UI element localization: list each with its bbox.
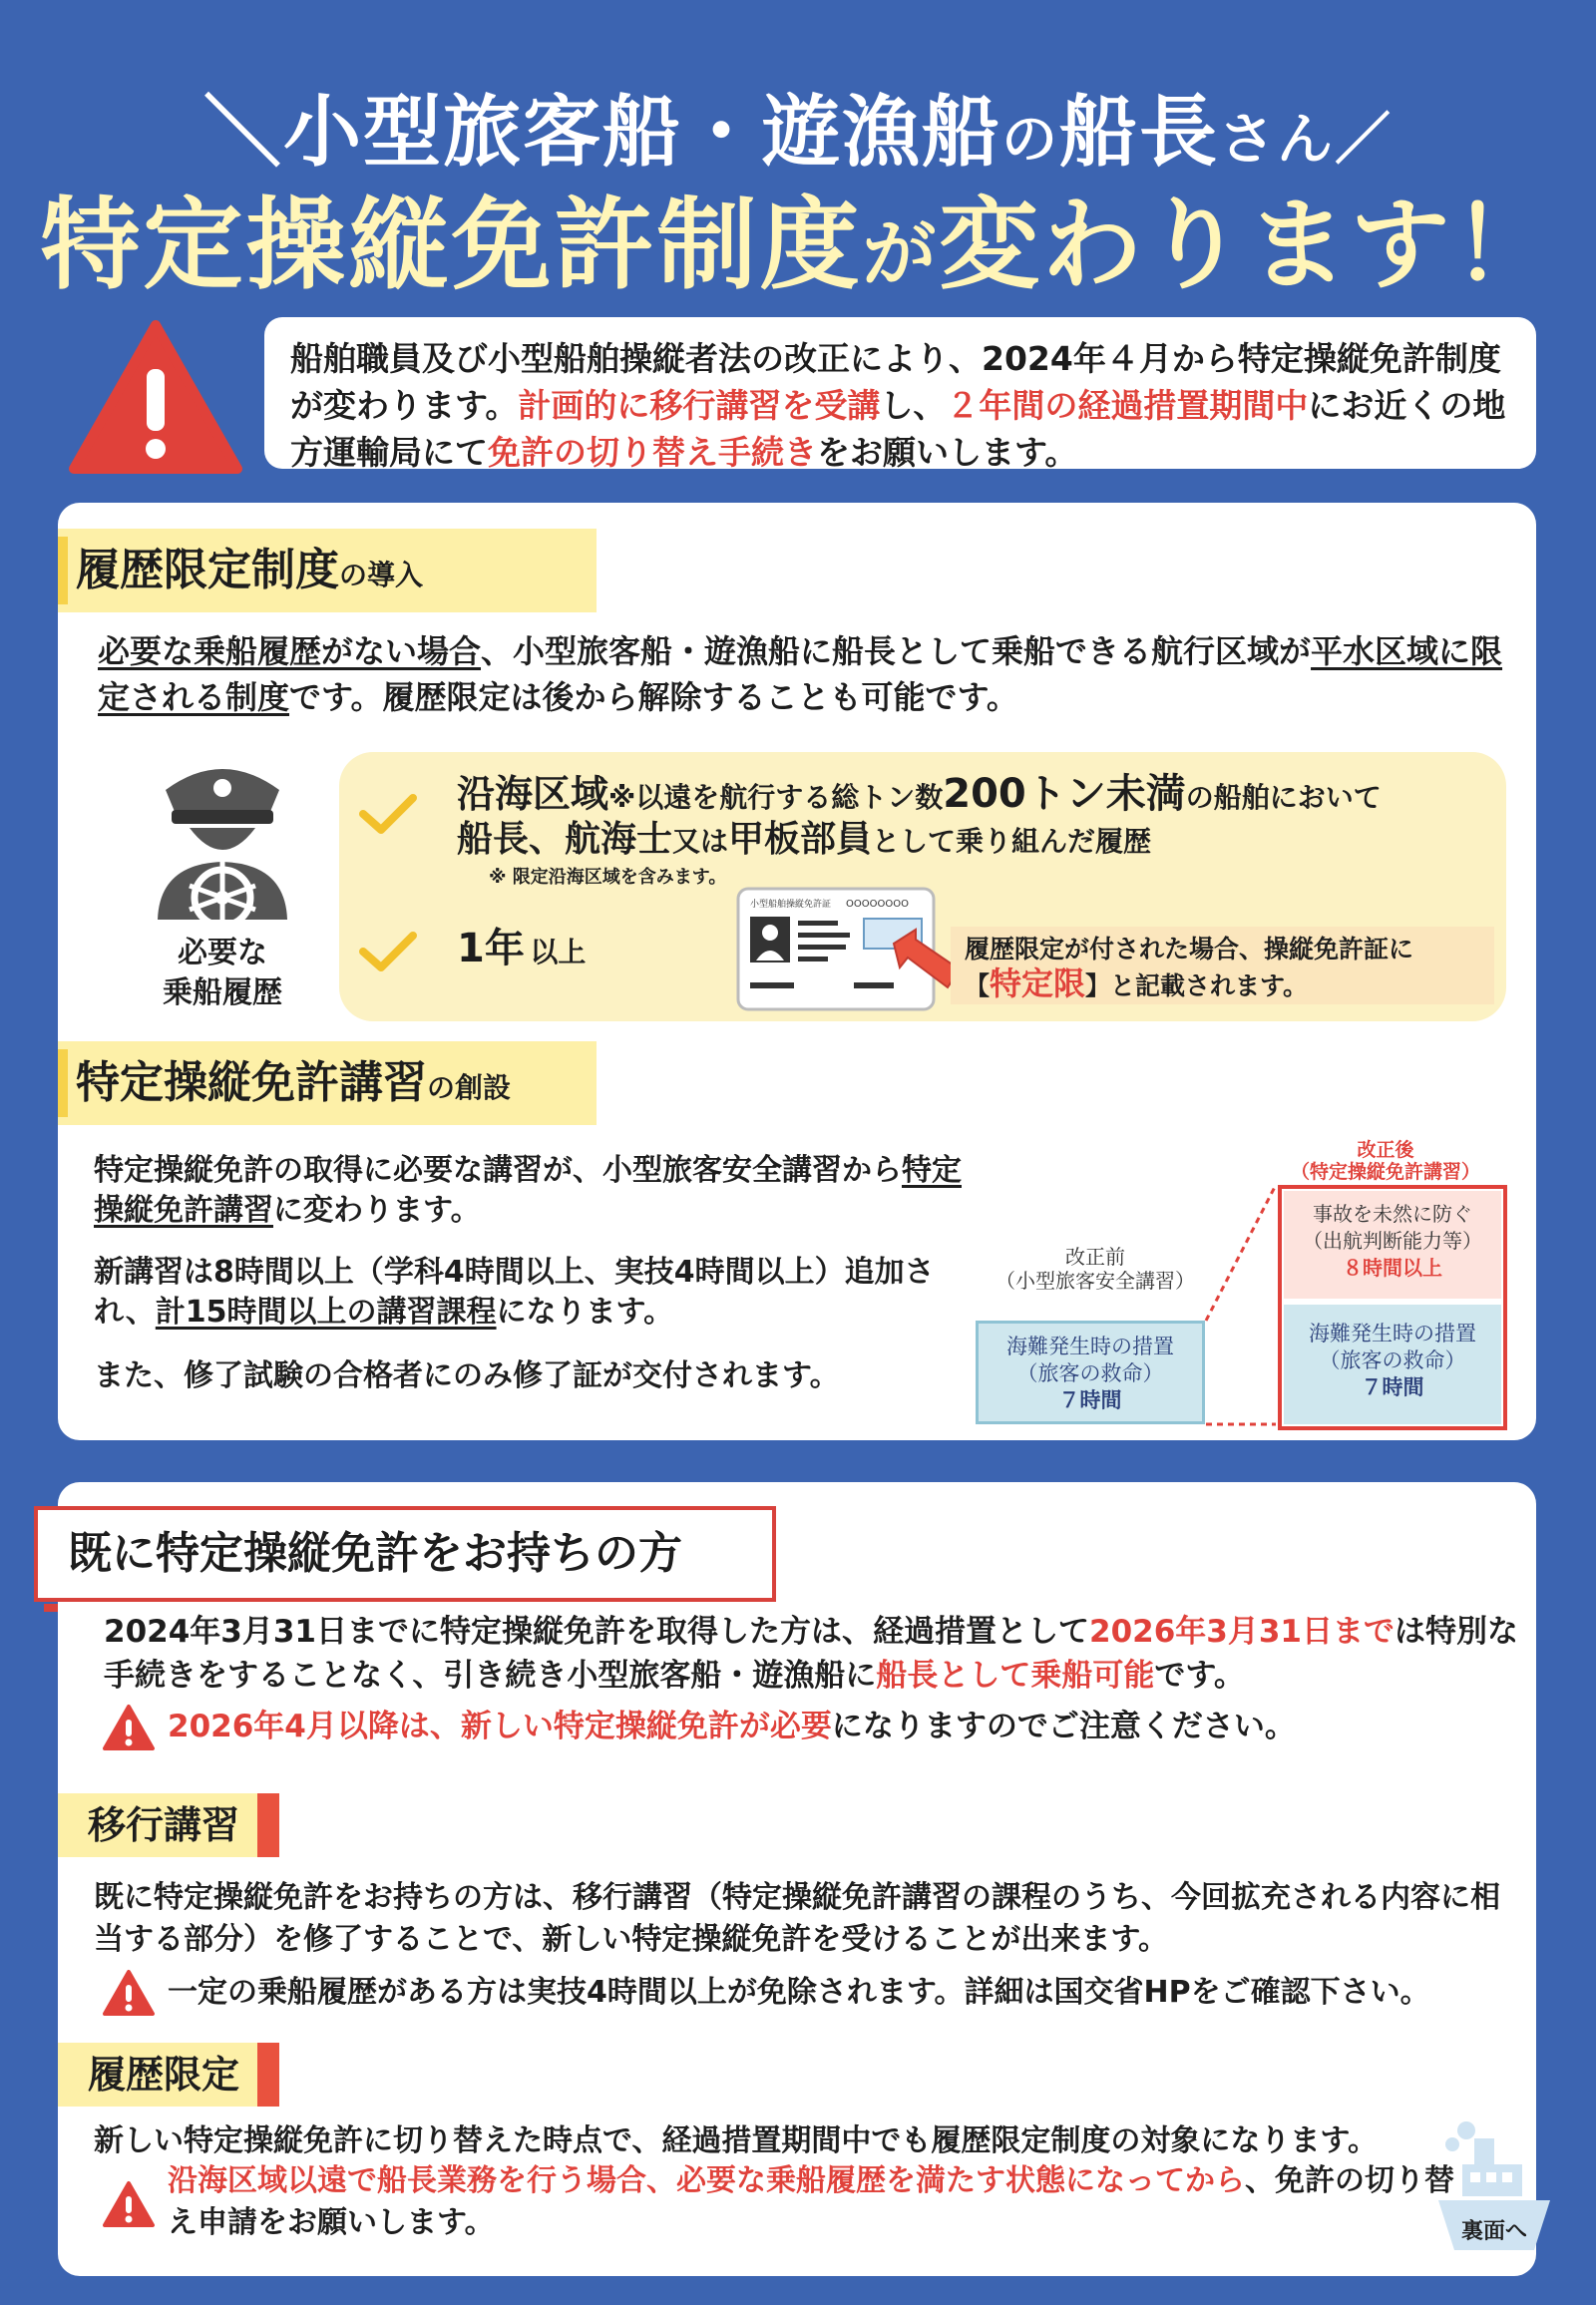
req-tonnage: 200トン未満 <box>943 771 1186 817</box>
warning-2026-text: になりますのでご注意ください。 <box>831 1709 1296 1744</box>
requirement-1-line-1 <box>457 772 1382 820</box>
after-added-line-2: （出航判断能力等） <box>1303 1229 1482 1253</box>
title-line-1-prefix: ＼小型旅客船・遊漁船 <box>202 88 1001 178</box>
after-base-line-2: （旅客の救命） <box>1319 1348 1466 1372</box>
check-icon <box>359 792 417 836</box>
after-label <box>1270 1139 1501 1183</box>
title-line-1-suffix: さん／ <box>1219 108 1394 173</box>
title-line-1 <box>0 70 1596 180</box>
special-limit-label: 特定限 <box>990 964 1086 1002</box>
intro-text-3: にお近くの地方運輸局にて <box>290 386 1506 472</box>
title-line-1-mid: 船長 <box>1059 88 1220 178</box>
intro-text-4: をお願いします。 <box>817 433 1078 472</box>
coastal-warning <box>168 2160 1464 2244</box>
required-history-label-2: 乗船履歴 <box>163 975 282 1010</box>
intro-box <box>264 317 1536 472</box>
before-block-line-2: （旅客の救命） <box>1016 1361 1164 1385</box>
intro-text-1: 船舶職員及び小型船舶操縦者法の改正により、2024年４月から特定操縦免許制度が変わります。 <box>290 339 1501 425</box>
new-course-para-2 <box>94 1253 972 1333</box>
req-tonnage-label: を航行する総トン数 <box>691 781 944 814</box>
new-course-p2-underline: 計15時間以上の講習課程 <box>155 1295 497 1330</box>
special-limit-note-line-1: 履歴限定が付された場合、操縦免許証に <box>965 935 1414 963</box>
after-added-hours: ８時間以上 <box>1343 1256 1442 1280</box>
req-captain-navigator: 船長、航海士 <box>457 819 673 860</box>
section-2-heading: 特定操縦免許講習 <box>76 1057 427 1108</box>
req-history-label: として乗り組んだ履歴 <box>872 825 1152 858</box>
after-added-line-1: 事故を未然に防ぐ <box>1313 1202 1472 1226</box>
intro-red-1: 計画的に移行講習を受講 <box>518 386 881 425</box>
history-limit-underline-1: 必要な乗船履歴がない場合 <box>98 632 482 670</box>
title-line-1-no: の <box>1001 108 1059 173</box>
req-ship-label: の船舶において <box>1185 781 1382 814</box>
before-title: 改正前 <box>1065 1245 1125 1269</box>
requirement-1-line-2 <box>457 818 1151 864</box>
diagram-connector-lines <box>1202 1181 1282 1430</box>
req-coastal: 沿海区域 <box>457 772 609 816</box>
warning-icon <box>66 317 245 477</box>
system-change-card <box>58 503 1536 1440</box>
history-limit-underline-2: 平水区域に限定される制度 <box>98 632 1503 716</box>
existing-p1-text-1: 2024年3月31日までに特定操縦免許を取得した方は、経過措置として <box>104 1614 1089 1650</box>
boat-icon[interactable] <box>1434 2120 1554 2260</box>
req-or-more: 以上 <box>530 936 587 968</box>
section-1-heading: 履歴限定制度 <box>76 545 339 595</box>
new-course-p1-text-1: 特定操縦免許の取得に必要な講習が、小型旅客安全講習から <box>94 1153 902 1188</box>
after-title: 改正後 <box>1357 1139 1414 1161</box>
practical-exemption-warning: 一定の乗船履歴がある方は実技4時間以上が免除されます。詳細は国交省HPをご確認下さい。 <box>168 1975 1430 2010</box>
warning-icon <box>102 2180 156 2228</box>
required-history-label <box>118 934 327 1013</box>
history-limit-para: 新しい特定操縦免許に切り替えた時点で、経過措置期間中でも履歴限定制度の対象になります。 <box>94 2123 1378 2158</box>
before-label <box>981 1245 1210 1293</box>
title-line-2 <box>0 165 1596 303</box>
title-line-2-end: 変わります！ <box>939 187 1556 303</box>
req-beyond: ※以遠 <box>608 781 692 814</box>
history-limit-description <box>98 628 1504 720</box>
license-card-number: OOOOOOOO <box>846 899 909 910</box>
captain-icon <box>138 752 307 922</box>
after-base-hours: ７時間 <box>1361 1375 1424 1399</box>
existing-p1-red-2: 船長として乗船可能 <box>876 1658 1155 1694</box>
existing-p1-text-3: です。 <box>1154 1658 1245 1694</box>
warning-icon <box>102 1704 156 1751</box>
new-course-para-3: また、修了試験の合格者にのみ修了証が交付されます。 <box>94 1358 840 1393</box>
new-course-p2-text-2: になります。 <box>496 1295 674 1330</box>
coastal-warning-text: 、免許の切り替え申請をお願いします。 <box>168 2163 1454 2240</box>
requirement-2 <box>457 924 586 981</box>
section-1-heading-suffix: の導入 <box>339 559 424 591</box>
license-card-label: 小型船舶操縦免許証 <box>750 900 832 910</box>
title-line-2-ga: が <box>862 211 940 297</box>
existing-license-para <box>104 1610 1520 1698</box>
warning-2026 <box>168 1704 1524 1749</box>
after-base-line-1: 海難発生時の措置 <box>1309 1322 1476 1345</box>
special-limit-bracket-right: 】と記載されます。 <box>1085 971 1309 1000</box>
special-limit-note <box>951 927 1494 1004</box>
check-icon <box>359 930 417 973</box>
intro-red-2: ２年間の経過措置期間中 <box>946 386 1309 425</box>
before-block-hours: ７時間 <box>1058 1388 1122 1412</box>
after-subtitle: （特定操縦免許講習） <box>1290 1161 1480 1183</box>
course-comparison-diagram <box>971 1141 1509 1430</box>
existing-p1-red-1: 2026年3月31日まで <box>1089 1614 1395 1650</box>
warning-2026-red: 2026年4月以降は、新しい特定操縦免許が必要 <box>168 1709 832 1744</box>
new-course-para-1 <box>94 1151 972 1231</box>
existing-p1-text-2: は特別な手続きをすることなく、引き続き小型旅客船・遊漁船に <box>104 1614 1518 1694</box>
req-deck-crew: 甲板部員 <box>728 819 873 860</box>
before-block-line-1: 海難発生時の措置 <box>1006 1335 1174 1358</box>
existing-license-heading: 既に特定操縦免許をお持ちの方 <box>34 1506 776 1602</box>
req-or: 又は <box>672 825 729 858</box>
before-course-block <box>976 1321 1205 1424</box>
subheading-history-limit: 履歴限定 <box>58 2043 279 2107</box>
warning-icon <box>102 1969 156 2017</box>
section-heading-new-course <box>58 1041 597 1125</box>
new-course-p1-underline: 特定操縦免許講習 <box>94 1153 962 1228</box>
after-added-block <box>1284 1191 1501 1299</box>
history-limit-text-2: です。履歴限定は後から解除することも可能です。 <box>289 678 1018 716</box>
section-heading-history-limit <box>58 529 597 612</box>
before-subtitle: （小型旅客安全講習） <box>996 1269 1195 1293</box>
transition-course-para: 既に特定操縦免許をお持ちの方は、移行講習（特定操縦免許講習の課程のうち、今回拡充される内容に相当する部分）を修了することで、新しい特定操縦免許を受けることが出来ます。 <box>94 1880 1500 1957</box>
required-history-label-1: 必要な <box>178 936 267 970</box>
intro-red-3: 免許の切り替え手続き <box>488 433 817 472</box>
title-line-2-main: 特定操縦免許制度 <box>40 187 863 303</box>
subheading-transition-course: 移行講習 <box>58 1793 279 1857</box>
special-limit-bracket-left: 【 <box>965 971 991 1000</box>
history-limit-text-1: 、小型旅客船・遊漁船に船長として乗船できる航行区域が <box>481 632 1312 670</box>
coastal-warning-red: 沿海区域以遠で船長業務を行う場合、必要な乗船履歴を満たす状態になってから <box>168 2163 1245 2198</box>
existing-license-card <box>58 1482 1536 2276</box>
new-course-p1-text-2: に変わります。 <box>273 1193 481 1228</box>
section-2-heading-suffix: の創設 <box>427 1071 512 1104</box>
intro-text-2: し、 <box>880 386 947 425</box>
req-years: 1年 <box>457 926 525 971</box>
after-base-block <box>1284 1305 1501 1424</box>
requirement-note: ※ 限定沿海区域を含みます。 <box>489 867 727 888</box>
new-course-p2-text-1: 新講習は8時間以上（学科4時間以上、実技4時間以上）追加され、 <box>94 1255 935 1330</box>
back-page-label: 裏面へ <box>1460 2219 1528 2244</box>
